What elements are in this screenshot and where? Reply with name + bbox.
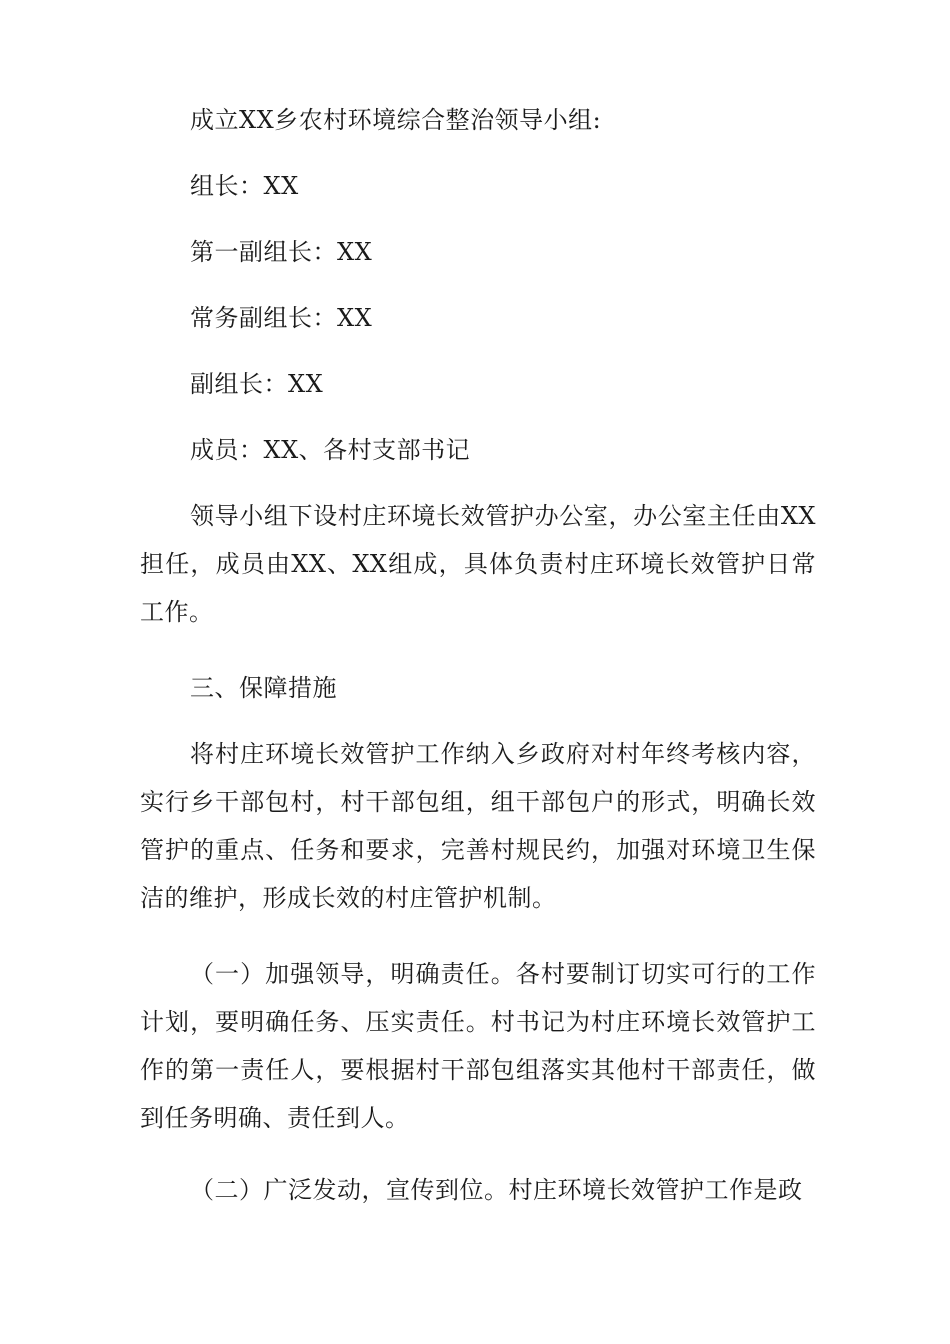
paragraph-office: 领导小组下设村庄环境长效管护办公室，办公室主任由XX担任，成员由XX、XX组成，具体负责村庄环境长效管护日常工作。 bbox=[140, 502, 816, 626]
paragraph-executive-deputy: 常务副组长：XX bbox=[190, 304, 373, 332]
document-body bbox=[140, 96, 816, 1214]
paragraph-members: 成员：XX、各村支部书记 bbox=[190, 436, 471, 464]
paragraph-measures: 将村庄环境长效管护工作纳入乡政府对村年终考核内容，实行乡干部包村，村干部包组，组干部包户的形式，明确长效管护的重点、任务和要求，完善村规民约，加强对环境卫生保洁的维护，形成长效的村庄管护机制。 bbox=[140, 740, 816, 912]
section-heading: 三、保障措施 bbox=[190, 674, 337, 702]
paragraph-leading-group: 成立XX乡农村环境综合整治领导小组: bbox=[190, 106, 602, 134]
paragraph-first-deputy: 第一副组长：XX bbox=[190, 238, 373, 266]
paragraph-item-2: （二）广泛发动，宣传到位。村庄环境长效管护工作是政 bbox=[190, 1176, 803, 1204]
paragraph-deputy: 副组长：XX bbox=[190, 370, 324, 398]
paragraph-item-1: （一）加强领导，明确责任。各村要制订切实可行的工作计划，要明确任务、压实责任。村书记为村庄环境长效管护工作的第一责任人，要根据村干部包组落实其他村干部责任，做到任务明确、责任到人。 bbox=[140, 960, 816, 1132]
paragraph-group-leader: 组长：XX bbox=[190, 172, 299, 200]
